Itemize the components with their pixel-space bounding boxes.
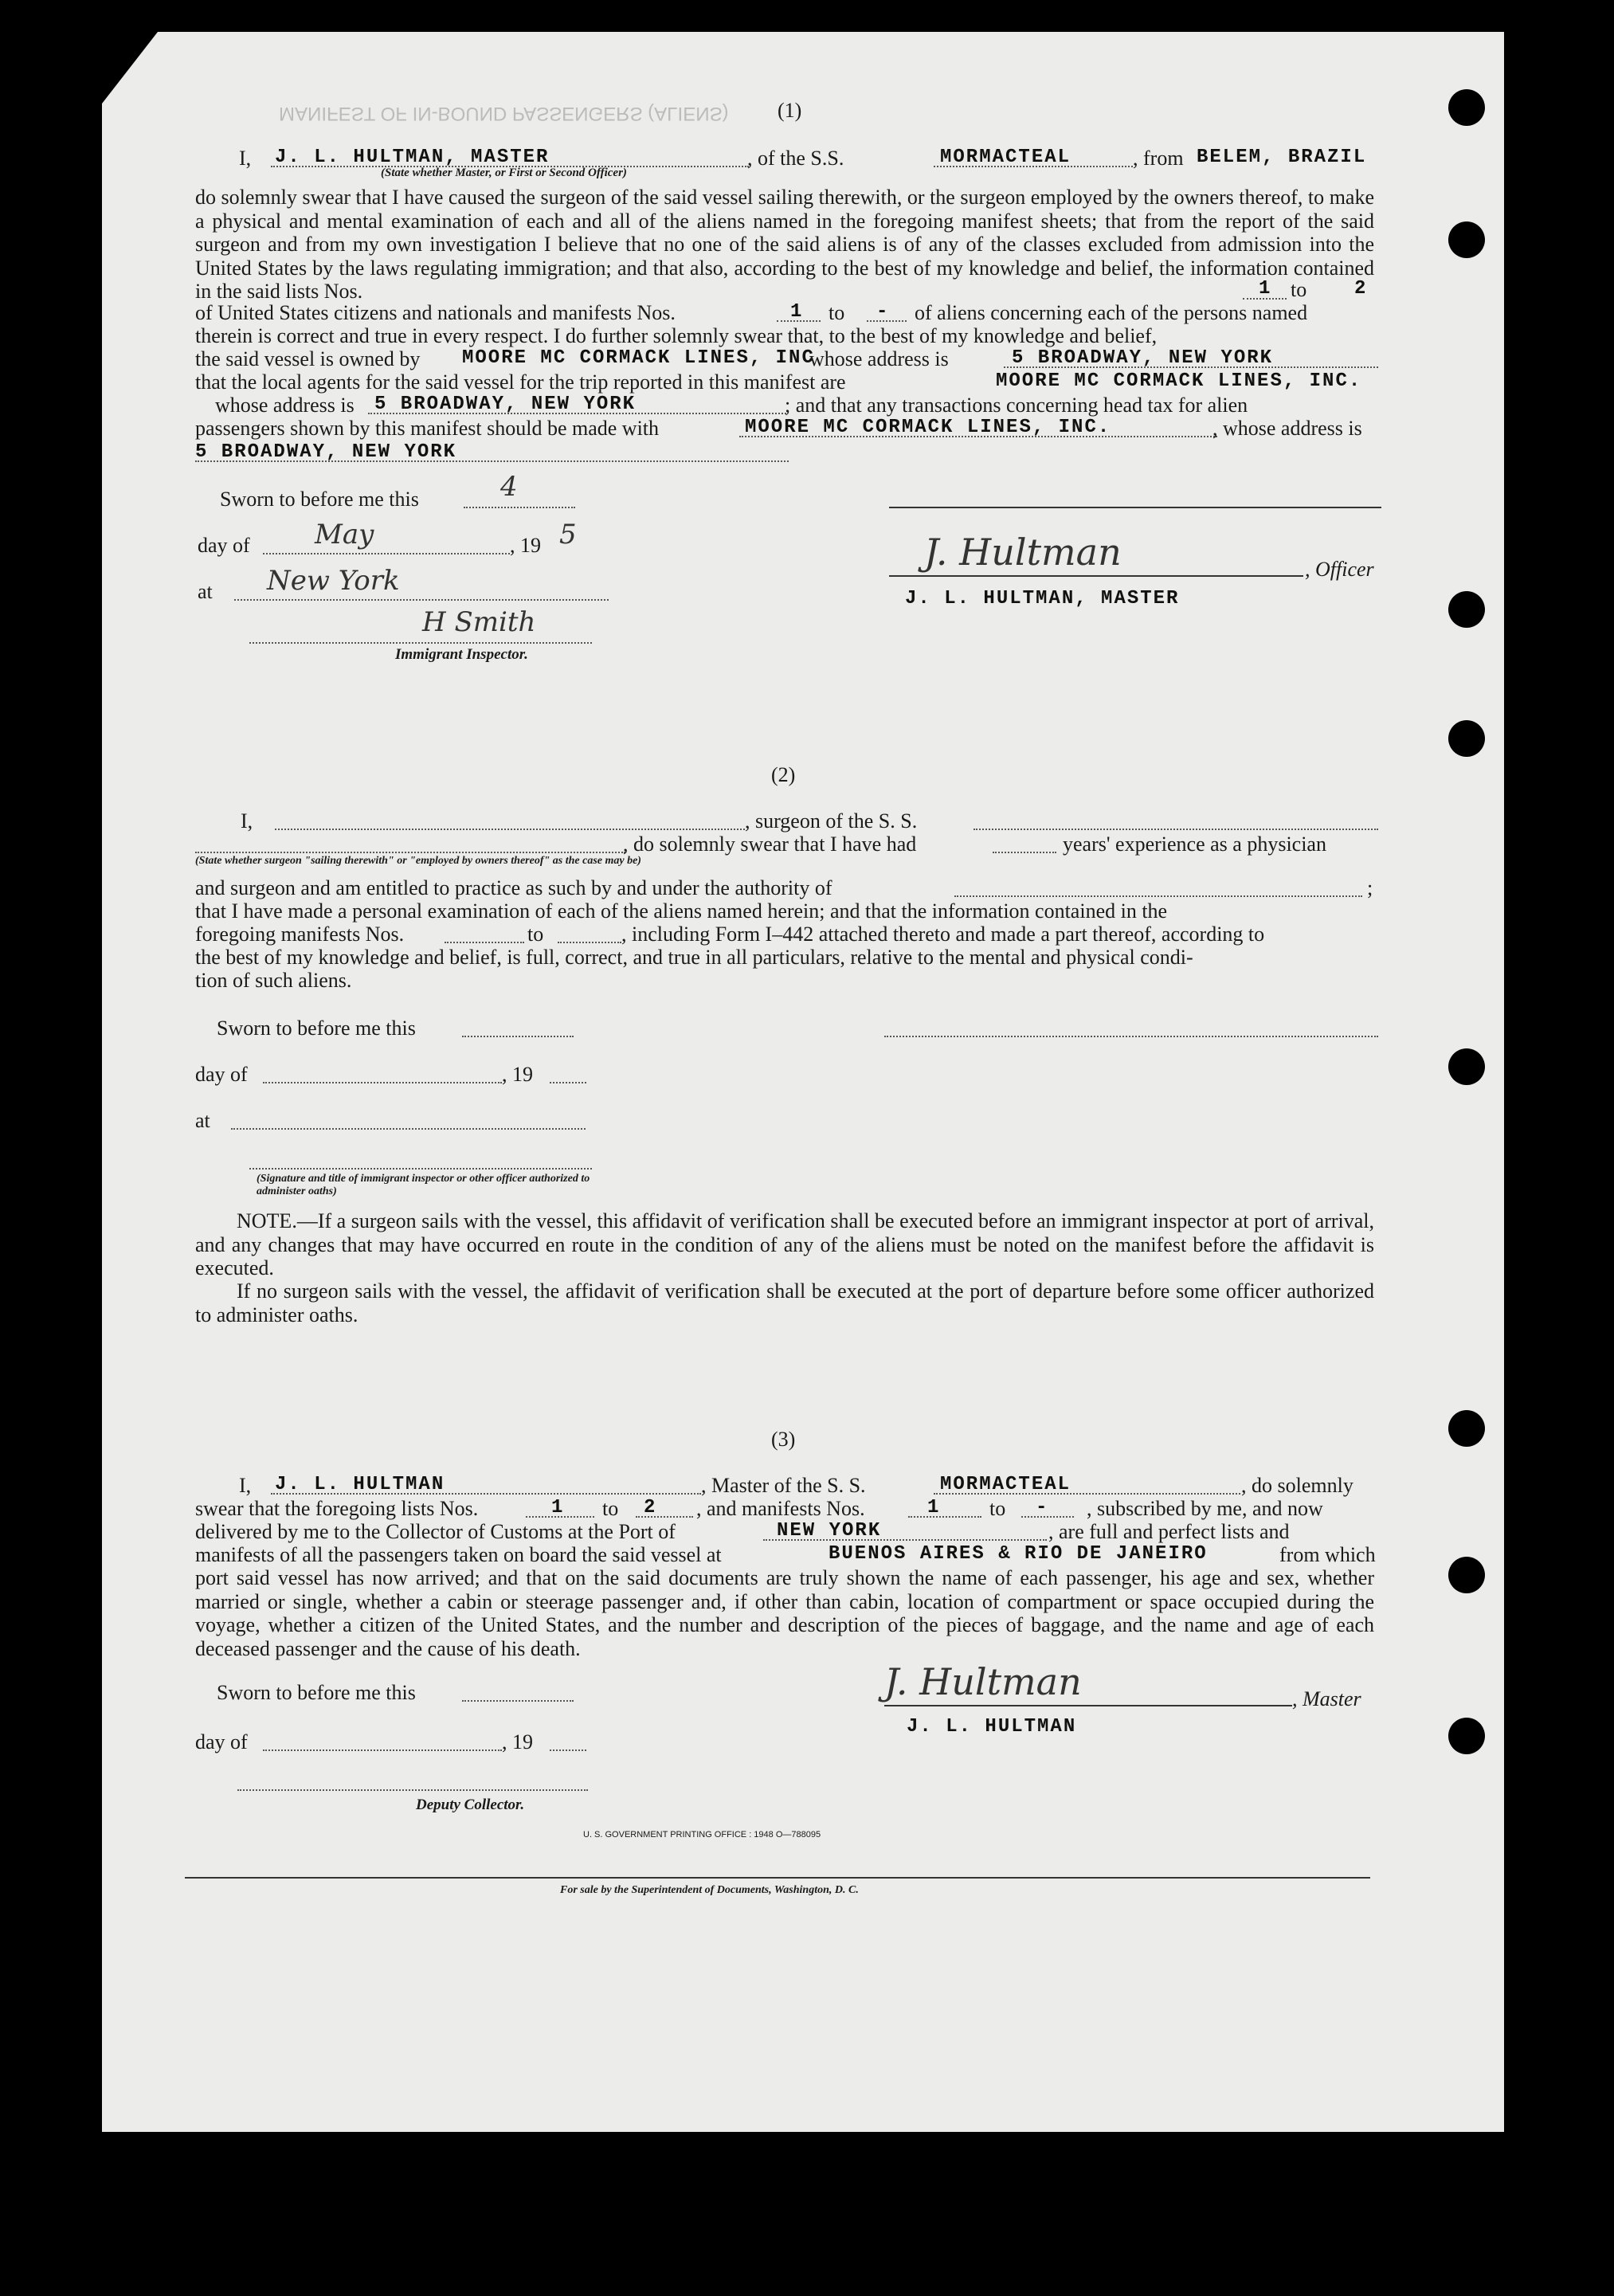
vessel-field[interactable]: MORMACTEAL: [940, 147, 1071, 168]
punch-hole: [1448, 720, 1485, 757]
officer-note: (State whether Master, or First or Second Officer): [381, 167, 627, 179]
owner-address-line: [1004, 366, 1378, 368]
officer-signature: J. Hultman: [924, 531, 1122, 574]
para-d: the best of my knowledge and belief, is full, correct, and true in all particulars, relative to the mental and physical condi-: [195, 946, 1193, 969]
vessel-line: [934, 1493, 1240, 1495]
inspector-line: [249, 642, 592, 644]
surgeon-status-line: [195, 852, 625, 853]
whose-address-label: whose address is: [215, 394, 355, 417]
subscribed-label: , subscribed by me, and now: [1087, 1497, 1323, 1520]
para-b: that I have made a personal examination of each of the aliens named herein; and that the information contained in the: [195, 899, 1168, 923]
local-agents-label: that the local agents for the said vessel for the trip reported in this manifest are: [195, 370, 846, 394]
punch-hole: [1448, 1557, 1485, 1593]
therein-line: therein is correct and true in every respect. I do further solemnly swear that, to the best of my knowledge and belief,: [195, 324, 1158, 347]
sworn-label: Sworn to before me this: [220, 488, 419, 511]
do-solemnly-label: , do solemnly: [1241, 1474, 1353, 1497]
and-manifests-label: , and manifests Nos.: [696, 1497, 865, 1520]
para-a: and surgeon and am entitled to practice as such by and under the authority of: [195, 876, 832, 899]
taxagent-address-field[interactable]: 5 BROADWAY, NEW YORK: [195, 441, 457, 463]
swear-label: , do solemnly swear that I have had: [623, 833, 917, 856]
right-signature-line: [884, 1036, 1378, 1037]
to-label: to: [602, 1497, 619, 1520]
vessel-field[interactable]: MORMACTEAL: [940, 1474, 1071, 1495]
manifests-of-label: manifests of all the passengers taken on board the said vessel at: [195, 1543, 722, 1566]
section-3-paragraph: port said vessel has now arrived; and that on the said documents are truly shown the name of each passenger, his age and sex, whether married or single, whether a cabin or steerage passenger and, if other than cabin, location of compartment or space occupied during the voyage, whether a citizen of the United States, and the number and description of the pieces of baggage, and the name and age of each deceased passenger and the cause of his death.: [195, 1566, 1374, 1660]
from-port-field[interactable]: BELEM, BRAZIL: [1197, 147, 1367, 168]
manifests-from-line: [445, 942, 524, 943]
lists-from-field[interactable]: 1: [1259, 278, 1272, 300]
year-field[interactable]: 5: [559, 519, 577, 550]
surgeon-of-label: , surgeon of the S. S.: [745, 809, 918, 833]
punch-hole: [1448, 591, 1485, 628]
agent-address-line: [368, 413, 786, 414]
year-line: [550, 1082, 586, 1083]
punch-hole: [1448, 221, 1485, 258]
lists-to-field[interactable]: 2: [1354, 278, 1368, 300]
manifests-to-field[interactable]: -: [1036, 1497, 1049, 1518]
master-label: , Master: [1292, 1687, 1361, 1710]
day-of-label: day of: [195, 1063, 248, 1086]
whose-address-label: , whose address is: [1212, 417, 1362, 440]
surgeon-name-line: [275, 829, 745, 830]
place-field[interactable]: New York: [267, 565, 400, 597]
punch-hole: [1448, 1410, 1485, 1447]
lists-to-line: [636, 1516, 693, 1518]
sworn-day-field[interactable]: 4: [500, 471, 518, 503]
sworn-day-line: [464, 507, 575, 508]
passengers-shown-label: passengers shown by this manifest should be made with: [195, 417, 660, 440]
port-line: [763, 1539, 1047, 1541]
master-name-line: [271, 1493, 701, 1495]
para-e: tion of such aliens.: [195, 969, 352, 992]
manifests-from-line: [777, 320, 821, 322]
punch-hole: [1448, 1048, 1485, 1085]
month-line: [263, 553, 510, 554]
master-name-field[interactable]: J. L. HULTMAN, MASTER: [275, 147, 550, 168]
aliens-line: of aliens concerning each of the persons named: [915, 301, 1308, 324]
officer-typed-name: J. L. HULTMAN, MASTER: [905, 588, 1180, 609]
agent-field[interactable]: MOORE MC CORMACK LINES, INC.: [996, 370, 1362, 392]
i-label: I,: [239, 147, 252, 170]
sworn-label: Sworn to before me this: [217, 1017, 416, 1040]
to-label: to: [829, 301, 845, 324]
section-1-paragraph: do solemnly swear that I have caused the surgeon of the said vessel sailing therewith, or the surgeon employed by the owners thereof, to make a physical and mental examination of each and all of the aliens named in the foregoing manifest sheets; that from the report of the said surgeon and from my own investigation I believe that no one of the said aliens is of any of the classes excluded from admission into the United States by the laws regulating immigration; and that also, according to the best of my knowledge and belief, the information contained in the said lists Nos.: [195, 186, 1374, 303]
manifests-from-field[interactable]: 1: [927, 1497, 941, 1518]
month-line: [263, 1749, 502, 1751]
note-paragraph: NOTE.—If a surgeon sails with the vessel, this affidavit of verification shall be executed before an immigrant inspector at port of arrival, and any changes that may have occurred en route in the condition of any of the aliens must be noted on the manifest before the affidavit is executed.: [195, 1209, 1374, 1279]
sworn-label: Sworn to before me this: [217, 1681, 416, 1704]
day-of-label: day of: [195, 1730, 248, 1753]
delivered-label: delivered by me to the Collector of Customs at the Port of: [195, 1520, 676, 1543]
sig-note: (Signature and title of immigrant inspector or other officer authorized to administer oaths): [257, 1173, 590, 1197]
para-c2: to: [527, 923, 544, 946]
footer-rule: [185, 1877, 1370, 1879]
full-perfect-label: , are full and perfect lists and: [1048, 1520, 1290, 1543]
port-field[interactable]: NEW YORK: [777, 1520, 882, 1542]
years-label: years' experience as a physician: [1063, 833, 1326, 856]
owned-by-label: the said vessel is owned by: [195, 347, 421, 370]
inspector-label: Immigrant Inspector.: [395, 646, 528, 663]
taxagent-field[interactable]: MOORE MC CORMACK LINES, INC.: [745, 417, 1111, 438]
taxagent-line: [739, 436, 1217, 437]
manifests-to-line: [558, 942, 621, 943]
swear-lists-label: swear that the foregoing lists Nos.: [195, 1497, 479, 1520]
owner-field[interactable]: MOORE MC CORMACK LINES, INC: [462, 347, 815, 369]
month-field[interactable]: May: [315, 519, 374, 550]
master-typed-name: J. L. HULTMAN: [907, 1716, 1077, 1738]
place-line: [231, 1128, 586, 1130]
section-2-number: (2): [771, 763, 796, 786]
lists-from-field[interactable]: 1: [551, 1497, 565, 1518]
at-label: at: [195, 1109, 210, 1132]
manifests-from-line: [908, 1516, 981, 1518]
for-sale-line: For sale by the Superintendent of Documents, Washington, D. C.: [560, 1884, 859, 1896]
year-prefix: , 19: [502, 1730, 533, 1753]
to-label: to: [989, 1497, 1006, 1520]
of-ss-label: , of the S.S.: [747, 147, 844, 170]
master-name-field[interactable]: J. L. HULTMAN: [275, 1474, 445, 1495]
manifests-to-line: [867, 320, 907, 322]
officer-line: [889, 575, 1303, 577]
punch-hole: [1448, 1718, 1485, 1754]
at-label: at: [198, 580, 213, 603]
surgeon-vessel-line: [973, 829, 1378, 830]
punch-hole: [1448, 89, 1485, 126]
year-line: [550, 1749, 586, 1751]
authority-line: [954, 895, 1362, 897]
bleed-through-header: MANIFEST OF IN-BOUND PASSENGERS (ALIENS): [279, 103, 729, 124]
master-of-label: , Master of the S. S.: [701, 1474, 866, 1497]
day-of-label: day of: [198, 534, 250, 557]
from-which-label: from which: [1279, 1543, 1376, 1566]
master-signature: J. Hultman: [884, 1660, 1082, 1703]
manifests-from-field[interactable]: 1: [790, 301, 804, 323]
lists-to-field[interactable]: 2: [644, 1497, 657, 1518]
sworn-day-line: [462, 1700, 574, 1702]
officer-label: , Officer: [1305, 558, 1374, 581]
manifests-to-field[interactable]: -: [876, 301, 890, 323]
para-c1: foregoing manifests Nos.: [195, 923, 405, 946]
master-line: [884, 1705, 1292, 1706]
note-2-paragraph: If no surgeon sails with the vessel, the affidavit of verification shall be executed at the port of departure before some officer authorized to administer oaths.: [195, 1279, 1374, 1326]
sworn-day-line: [462, 1036, 574, 1037]
owner-address-field[interactable]: 5 BROADWAY, NEW YORK: [1012, 347, 1274, 369]
section-3-number: (3): [771, 1428, 796, 1451]
citizens-line: of United States citizens and nationals and manifests Nos.: [195, 301, 676, 324]
month-line: [263, 1082, 502, 1083]
years-line: [993, 852, 1056, 853]
to-label: to: [1291, 278, 1307, 301]
gpo-imprint: U. S. GOVERNMENT PRINTING OFFICE : 1948 O—788095: [583, 1830, 821, 1840]
from-port-field[interactable]: BUENOS AIRES & RIO DE JANEIRO: [829, 1543, 1208, 1565]
i-label: I,: [241, 809, 253, 833]
lists-from-line: [1243, 298, 1287, 300]
inspector-signature: H Smith: [422, 606, 536, 638]
para-c3: , including Form I–442 attached thereto and made a part thereof, according to: [621, 923, 1265, 946]
whose-address-label: whose address is: [809, 347, 949, 370]
transactions-label: ; and that any transactions concerning head tax for alien: [785, 394, 1248, 417]
year-prefix: , 19: [510, 534, 541, 557]
semicolon: ;: [1367, 876, 1373, 899]
taxagent-address-line: [195, 460, 789, 462]
agent-address-field[interactable]: 5 BROADWAY, NEW YORK: [374, 394, 637, 415]
right-signature-line: [889, 507, 1381, 508]
section-1-number: (1): [778, 99, 802, 122]
manifests-to-line: [1021, 1516, 1074, 1518]
from-label: , from: [1133, 147, 1184, 170]
vessel-line: [934, 166, 1133, 167]
collector-line: [237, 1789, 588, 1791]
i-label: I,: [239, 1474, 252, 1497]
year-prefix: , 19: [502, 1063, 533, 1086]
lists-from-line: [526, 1516, 594, 1518]
collector-label: Deputy Collector.: [416, 1796, 525, 1813]
place-line: [234, 599, 609, 601]
officer-sig-line: [249, 1168, 592, 1170]
surgeon-note: (State whether surgeon "sailing therewith" or "employed by owners thereof" as the case may be): [195, 855, 641, 867]
